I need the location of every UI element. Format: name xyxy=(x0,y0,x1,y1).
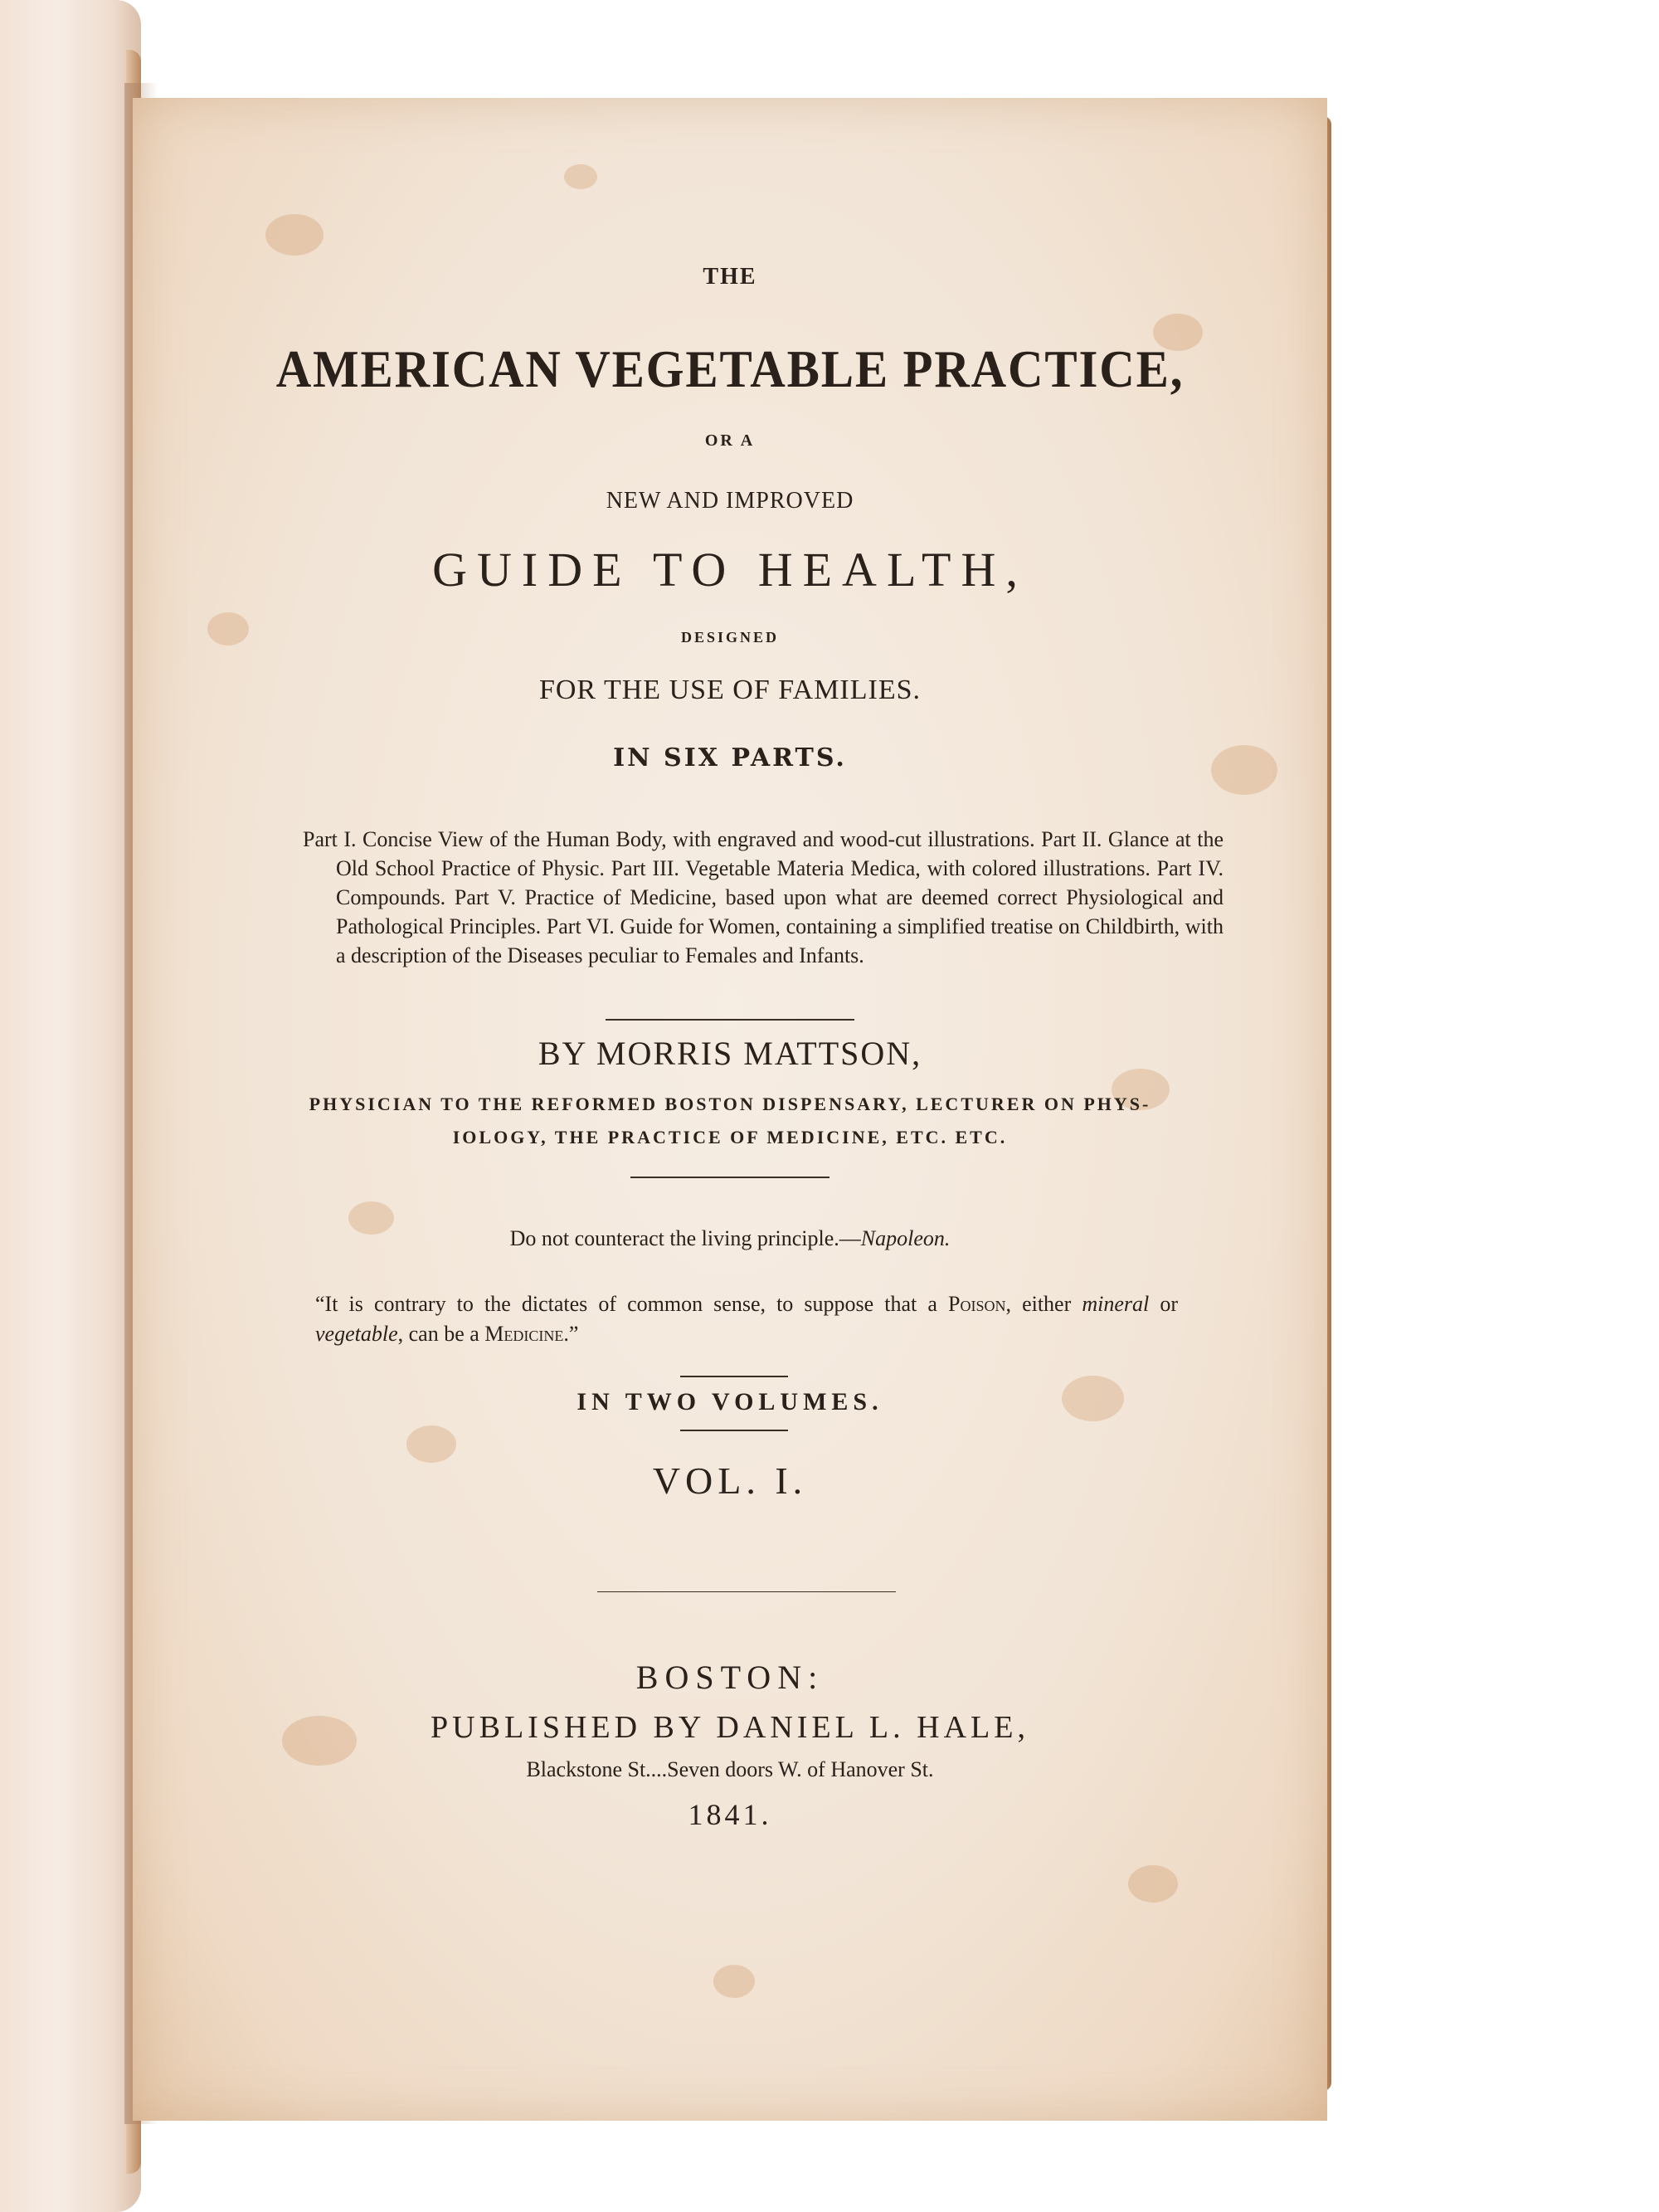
foxing-spot xyxy=(265,214,324,256)
quote-poison: Poison xyxy=(948,1292,1006,1316)
epigraph-napoleon xyxy=(133,1226,1327,1251)
quote-part: , can be a xyxy=(397,1322,485,1346)
divider-rule xyxy=(680,1376,788,1377)
subtitle-families: FOR THE USE OF FAMILIES. xyxy=(538,675,922,705)
divider-rule xyxy=(606,1019,854,1021)
imprint-city: BOSTON: xyxy=(635,1659,825,1696)
epigraph-attribution: Napoleon. xyxy=(860,1226,951,1250)
quote-part: or xyxy=(1149,1292,1178,1316)
foxing-spot xyxy=(1128,1865,1178,1903)
foxing-spot xyxy=(406,1425,456,1463)
facing-page xyxy=(0,0,141,2212)
title-the: THE xyxy=(703,264,757,290)
quote-part: “It is contrary to the dictates of common sense, to suppose that a xyxy=(315,1292,948,1316)
imprint-year: 1841. xyxy=(688,1798,772,1831)
quote-mineral: mineral xyxy=(1082,1292,1150,1316)
author-credentials-2: IOLOGY, THE PRACTICE OF MEDICINE, ETC. ETC. xyxy=(452,1127,1008,1147)
subtitle-guide: GUIDE TO HEALTH, xyxy=(432,543,1028,597)
quote-part: , either xyxy=(1005,1292,1082,1316)
subtitle-new-improved: NEW AND IMPROVED xyxy=(606,488,854,514)
imprint-publisher: PUBLISHED BY DANIEL L. HALE, xyxy=(431,1710,1029,1745)
quote-vegetable: vegetable xyxy=(315,1322,398,1346)
divider-rule xyxy=(597,1591,896,1592)
divider-rule xyxy=(630,1177,830,1178)
epigraph-text: Do not counteract the living principle.— xyxy=(509,1226,861,1250)
epigraph-poison xyxy=(315,1289,1178,1349)
author-credentials-1: PHYSICIAN TO THE REFORMED BOSTON DISPENSARY, LECTURER ON PHYS- xyxy=(309,1094,1151,1114)
quote-medicine: Medicine xyxy=(484,1322,564,1346)
foxing-spot xyxy=(564,164,597,189)
imprint-address: Blackstone St....Seven doors W. of Hanover St. xyxy=(526,1757,934,1781)
quote-part: .” xyxy=(563,1322,579,1346)
title-page xyxy=(133,98,1327,2121)
title-or-a: OR A xyxy=(704,431,756,450)
volume-number: VOL. I. xyxy=(652,1459,808,1502)
divider-rule xyxy=(680,1430,788,1431)
parts-description: Part I. Concise View of the Human Body, with engraved and wood-cut illustrations. Part II. Glance at the Old School Practice of Physic. Part III. Vegetable Materia Medica, with colored illustrations. Part IV. Compounds. Part V. Practice of Medicine, based upon what are deemed correct Physiological and Pathological Principles. Part VI. Guide for Women, containing a simplified treatise on Childbirth, with a description of the Diseases peculiar to Females and Infants. xyxy=(303,827,1224,967)
volumes-line: IN TWO VOLUMES. xyxy=(577,1388,883,1415)
foxing-spot xyxy=(713,1965,755,1998)
subtitle-designed: DESIGNED xyxy=(680,629,780,646)
parts-heading: IN SIX PARTS. xyxy=(613,743,847,772)
main-title: AMERICAN VEGETABLE PRACTICE, xyxy=(275,339,1185,398)
author-line: BY MORRIS MATTSON, xyxy=(538,1035,922,1072)
